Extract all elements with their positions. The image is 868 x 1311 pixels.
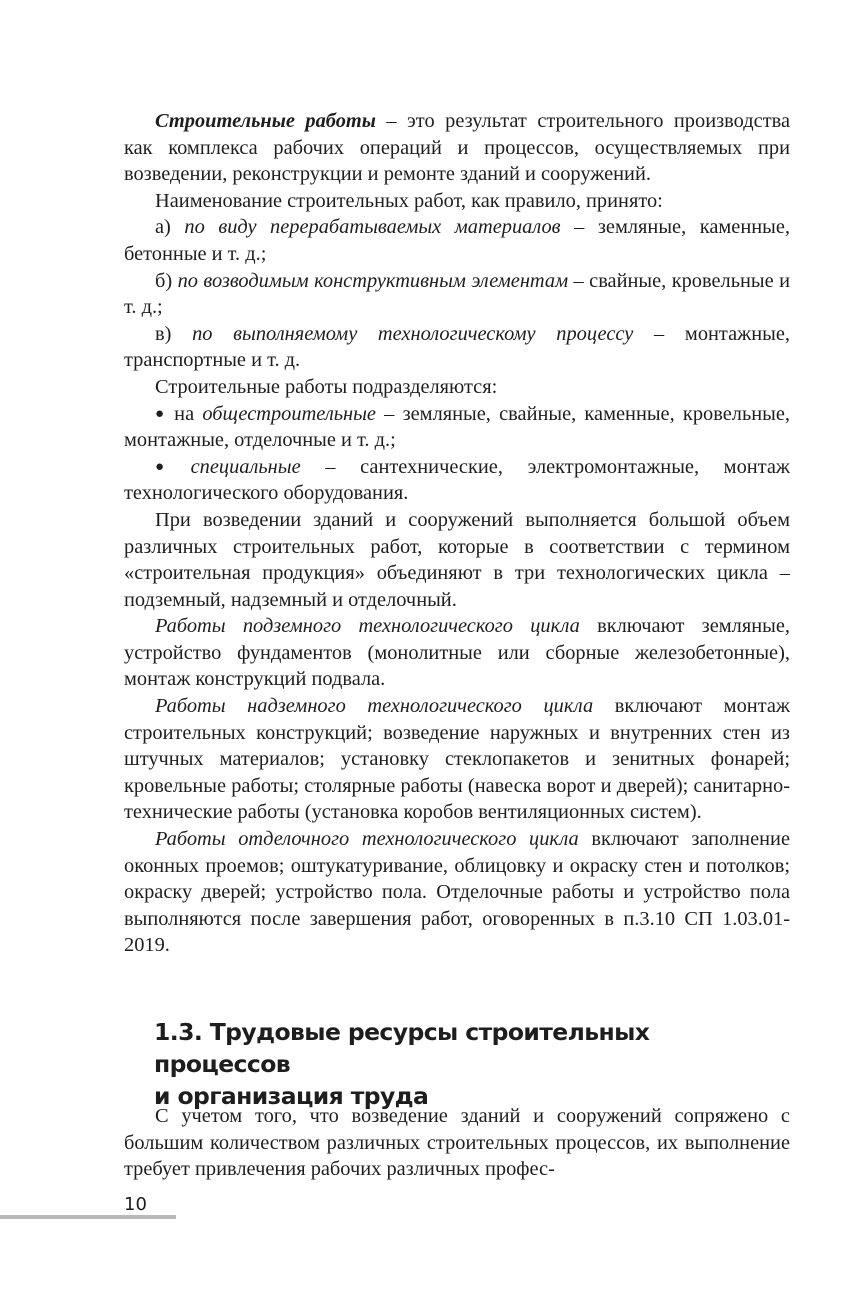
section-heading-line-1: 1.3. Трудовые ресурсы строительных процессов [154, 1018, 650, 1078]
paragraph-definition: Строительные работы – это результат строительного производства как комплекса рабочих операций и процессов, осуществляемых при возведении, реконструкции и ремонте зданий и сооружений. [124, 110, 791, 186]
paragraph-naming: Наименование строительных работ, как правило, принято: [155, 189, 663, 212]
bullet-item-general: ● на общестроительные – земляные, свайные, каменные, кровельные, монтажные, отделочные и т. д.; [124, 402, 791, 452]
paragraph-aboveground-cycle: Работы надземного технологического цикла включают монтаж строительных конструкций; возведение наружных и внутренних стен из штучных материалов; установку стеклопакетов и зенитных фонарей; кровельные работы; столярные работы (навеска ворот и дверей); санитарно-технические работы (установка коробов вентиляционных систем). [124, 695, 790, 824]
section-heading-line-2: и организация труда [154, 1082, 429, 1110]
paragraph-cycles: При возведении зданий и сооружений выполняется большой объем различных строительных работ, которые в соответствии с термином «строительная продукция» объединяют в три технологических цикла – подземный, надземный и отделочный. [124, 508, 790, 611]
page-number: 10 [124, 1194, 147, 1215]
paragraph-labor-resources: С учетом того, что возведение зданий и сооружений сопряжено с большим количеством различных строительных процессов, их выполнение требует привлечения рабочих различных профес- [124, 1105, 790, 1181]
list-item-c: в) по выполняемому технологическому процессу – монтажные, транспортные и т. д. [124, 322, 790, 372]
section-body [124, 1103, 790, 1183]
bullet-icon: ● [155, 405, 168, 422]
list-item-b: б) по возводимым конструктивным элементам – свайные, кровельные и т. д.; [124, 269, 791, 319]
paragraph-subdivision: Строительные работы подразделяются: [155, 375, 498, 398]
paragraph-finishing-cycle: Работы отделочного технологического цикла включают заполнение оконных проемов; оштукатуривание, облицовку и окраску стен и потолков; окраску дверей; устройство пола. Отделочные работы и устройство пола выполняются после завершения работ, оговоренных в п.3.10 СП 1.03.01-2019. [124, 828, 791, 957]
list-item-a: а) по виду перерабатываемых материалов – земляные, каменные, бетонные и т. д.; [124, 216, 790, 265]
bullet-icon: ● [155, 458, 184, 475]
footer-rule [0, 1215, 176, 1219]
bullet-item-special: ● специальные – сантехнические, электромонтажные, монтаж технологического оборудования. [124, 455, 790, 505]
body-text [124, 108, 790, 959]
paragraph-underground-cycle: Работы подземного технологического цикла включают земляные, устройство фундаментов (монолитные или сборные железобетонные), монтаж конструкций подвала. [124, 615, 790, 691]
term-construction-works: Строительные работы [155, 110, 376, 132]
section-heading [154, 1016, 774, 1112]
